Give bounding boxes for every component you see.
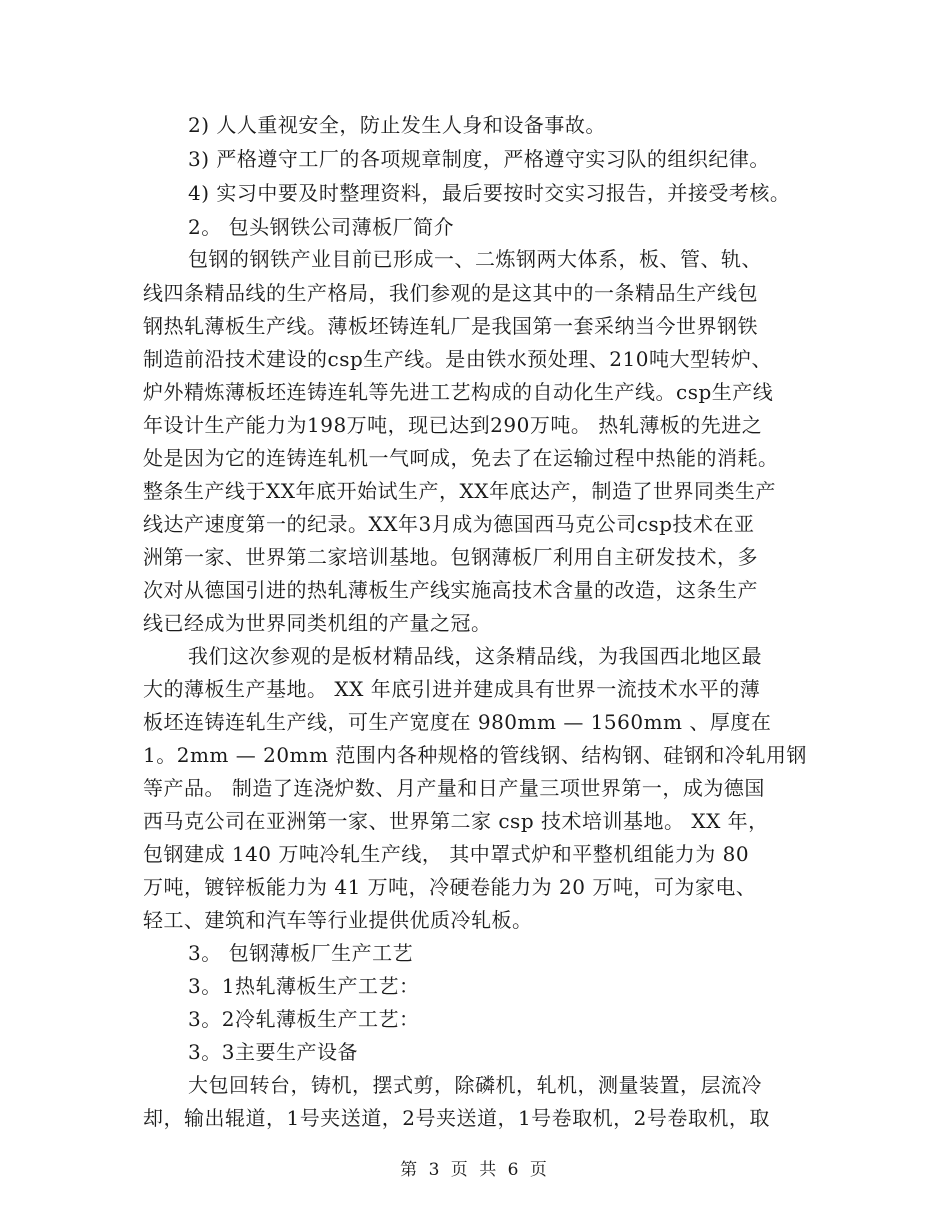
text-line: 3) 严格遵守工厂的各项规章制度，严格遵守实习队的组织纪律。: [188, 147, 770, 171]
text-line: 4) 实习中要及时整理资料，最后要按时交实习报告，并接受考核。: [188, 181, 791, 205]
text-line: 2) 人人重视安全，防止发生人身和设备事故。: [188, 113, 606, 137]
text-line: 板坯连铸连轧生产线，可生产宽度在 980mm — 1560mm 、厚度在: [143, 710, 772, 734]
text-line: 大的薄板生产基地。 XX 年底引进并建成具有世界一流技术水平的薄: [143, 677, 761, 701]
text-line: 钢热轧薄板生产线。薄板坯铸连轧厂是我国第一套采纳当今世界钢铁: [143, 314, 758, 338]
text-line: 线已经成为世界同类机组的产量之冠。: [143, 611, 492, 635]
text-line: 却，输出辊道，1号夹送道，2号夹送道，1号卷取机，2号卷取机，取: [143, 1106, 770, 1130]
text-line: 轻工、建筑和汽车等行业提供优质冷轧板。: [143, 908, 533, 932]
text-line: 次对从德国引进的热轧薄板生产线实施高技术含量的改造，这条生产: [143, 578, 758, 602]
subsection-heading: 3。3主要生产设备: [188, 1040, 358, 1064]
page-footer: 第 3 页 共 6 页: [400, 1160, 550, 1180]
text-line: 1。2mm — 20mm 范围内各种规格的管线钢、结构钢、硅钢和冷轧用钢: [143, 743, 807, 767]
text-line: 线达产速度第一的纪录。XX年3月成为德国西马克公司csp技术在亚: [143, 512, 755, 536]
text-line: 线四条精品线的生产格局，我们参观的是这其中的一条精品生产线包: [143, 281, 758, 305]
text-line: 炉外精炼薄板坯连铸连轧等先进工艺构成的自动化生产线。csp生产线: [143, 380, 774, 404]
section-heading: 2。 包头钢铁公司薄板厂简介: [188, 215, 455, 239]
text-line: 洲第一家、世界第二家培训基地。包钢薄板厂利用自主研发技术，多: [143, 545, 758, 569]
subsection-heading: 3。1热轧薄板生产工艺：: [188, 974, 420, 998]
text-line: 大包回转台，铸机，摆式剪，除磷机，轧机，测量装置，层流冷: [188, 1073, 762, 1097]
subsection-heading: 3。2冷轧薄板生产工艺：: [188, 1007, 420, 1031]
text-line: 西马克公司在亚洲第一家、世界第二家 csp 技术培训基地。 XX 年，: [143, 809, 769, 833]
text-line: 处是因为它的连铸连轧机一气呵成，免去了在运输过程中热能的消耗。: [143, 446, 779, 470]
text-line: 整条生产线于XX年底开始试生产，XX年底达产，制造了世界同类生产: [143, 479, 776, 503]
text-line: 我们这次参观的是板材精品线，这条精品线，为我国西北地区最: [188, 644, 762, 668]
section-heading: 3。 包钢薄板厂生产工艺: [188, 941, 414, 965]
text-line: 万吨，镀锌板能力为 41 万吨，冷硬卷能力为 20 万吨，可为家电、: [143, 875, 757, 899]
text-line: 等产品。 制造了连浇炉数、月产量和日产量三项世界第一，成为德国: [143, 776, 765, 800]
text-line: 年设计生产能力为198万吨，现已达到290万吨。 热轧薄板的先进之: [143, 413, 763, 437]
text-line: 包钢的钢铁产业目前已形成一、二炼钢两大体系，板、管、轨、: [188, 247, 762, 271]
text-line: 制造前沿技术建设的csp生产线。是由铁水预处理、210吨大型转炉、: [143, 347, 772, 371]
text-line: 包钢建成 140 万吨冷轧生产线， 其中罩式炉和平整机组能力为 80: [143, 842, 750, 866]
